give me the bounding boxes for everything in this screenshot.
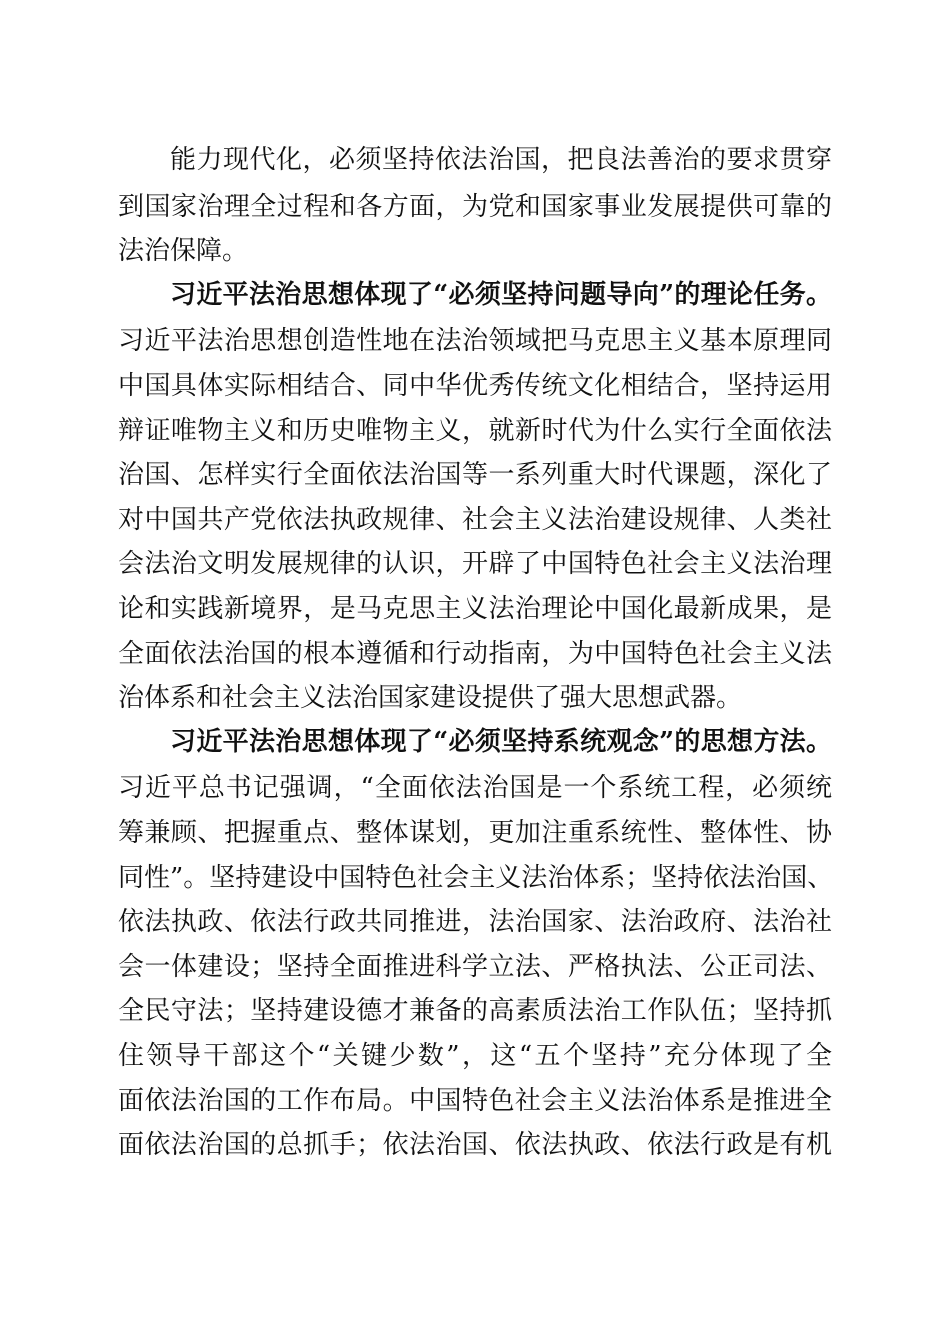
body-line-2: 到国家治理全过程和各方面，为党和国家事业发展提供可靠的	[118, 192, 832, 222]
body-line-20: 全民守法；坚持建设德才兼备的高素质法治工作队伍；坚持抓	[118, 996, 832, 1026]
body-line-18: 依法执政、依法行政共同推进，法治国家、法治政府、法治社	[118, 907, 832, 937]
body-line-15: 习近平总书记强调，“全面依法治国是一个系统工程，必须统	[118, 773, 832, 803]
body-line-6: 中国具体实际相结合、同中华优秀传统文化相结合，坚持运用	[118, 371, 832, 401]
body-line-9: 对中国共产党依法执政规律、社会主义法治建设规律、人类社	[118, 505, 832, 535]
body-line-22: 面依法治国的工作布局。中国特色社会主义法治体系是推进全	[118, 1086, 832, 1116]
body-line-17: 同性”。坚持建设中国特色社会主义法治体系；坚持依法治国、	[118, 863, 834, 893]
body-line-7: 辩证唯物主义和历史唯物主义，就新时代为什么实行全面依法	[118, 416, 832, 446]
body-line-19: 会一体建设；坚持全面推进科学立法、严格执法、公正司法、	[118, 952, 832, 982]
body-line-1: 能力现代化，必须坚持依法治国，把良法善治的要求贯穿	[170, 145, 832, 175]
body-line-11: 论和实践新境界，是马克思主义法治理论中国化最新成果，是	[118, 594, 832, 624]
body-line-13: 治体系和社会主义法治国家建设提供了强大思想武器。	[118, 683, 743, 713]
body-line-21: 住领导干部这个“关键少数”，这“五个坚持”充分体现了全	[118, 1041, 832, 1071]
body-line-12: 全面依法治国的根本遵循和行动指南，为中国特色社会主义法	[118, 639, 832, 669]
body-line-5: 习近平法治思想创造性地在法治领域把马克思主义基本原理同	[118, 326, 832, 356]
body-line-23: 面依法治国的总抓手；依法治国、依法执政、依法行政是有机	[118, 1130, 832, 1160]
section-heading-systems-thinking: 习近平法治思想体现了“必须坚持系统观念”的思想方法。	[170, 727, 832, 757]
section-heading-problem-orientation: 习近平法治思想体现了“必须坚持问题导向”的理论任务。	[170, 280, 832, 310]
body-line-16: 筹兼顾、把握重点、整体谋划，更加注重系统性、整体性、协	[118, 818, 832, 848]
body-line-3: 法治保障。	[118, 236, 249, 266]
body-line-10: 会法治文明发展规律的认识，开辟了中国特色社会主义法治理	[118, 549, 832, 579]
body-line-8: 治国、怎样实行全面依法治国等一系列重大时代课题，深化了	[118, 460, 832, 490]
